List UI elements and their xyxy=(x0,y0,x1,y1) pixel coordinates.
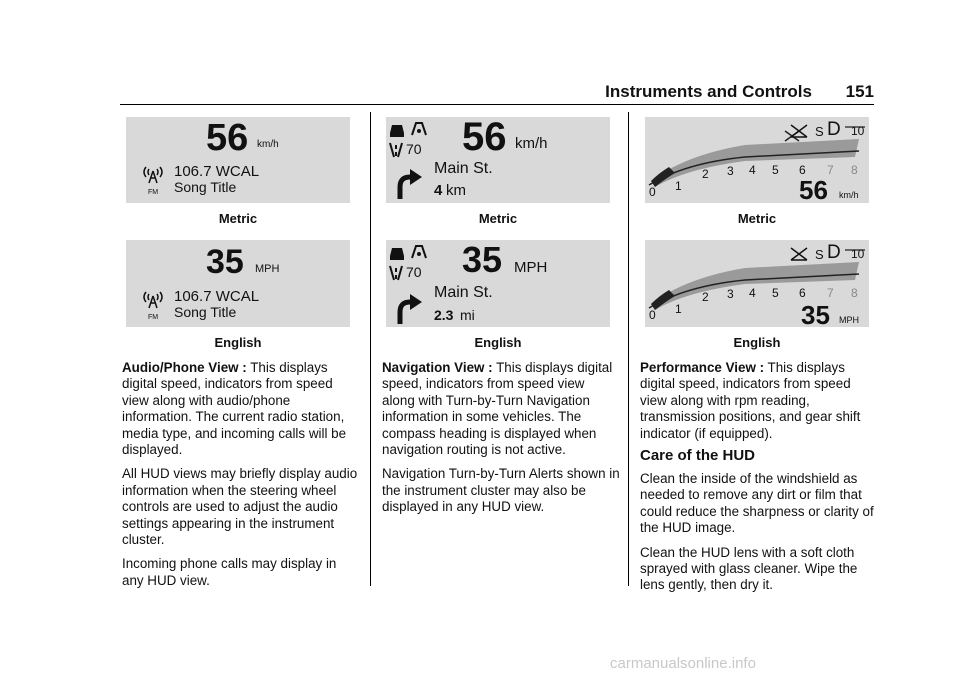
rpm-tick: 7 xyxy=(827,286,834,300)
paragraph: Clean the inside of the windshield as needed to remove any dirt or film that could reduce the sharpness or clarity of the HUD image. xyxy=(640,471,874,536)
speed-unit: km/h xyxy=(515,135,548,152)
speed-unit: MPH xyxy=(255,263,280,275)
turn-right-arrow-icon xyxy=(394,290,424,327)
distance-unit: km xyxy=(446,182,466,199)
hud-performance-panel-english xyxy=(645,240,869,327)
speed-readout: 56 xyxy=(206,117,249,159)
paragraph: Navigation Turn-by-Turn Alerts shown in the instrument cluster may also be displayed in any HUD view. xyxy=(382,466,620,515)
lane-speed-icon xyxy=(388,264,404,287)
term: Performance View : xyxy=(640,360,765,375)
column-1-text xyxy=(122,360,360,597)
section-heading: Care of the HUD xyxy=(640,447,756,464)
rpm-tick: 8 xyxy=(851,286,858,300)
distance-unit: mi xyxy=(460,307,475,323)
hud-audio-panel-english xyxy=(126,240,350,327)
speed-unit: MPH xyxy=(514,259,548,276)
column-rule xyxy=(628,112,629,586)
turn-right-arrow-icon xyxy=(394,165,424,203)
rpm-tick: 0 xyxy=(649,185,656,199)
lane-speed-value: 70 xyxy=(406,141,422,157)
figure-caption: English xyxy=(474,335,522,350)
shift-indicator-icon xyxy=(789,123,809,144)
speed-readout: 35 xyxy=(801,300,830,327)
header-rule xyxy=(120,104,874,105)
rpm-tick: 6 xyxy=(799,286,806,300)
term: Navigation View : xyxy=(382,360,493,375)
street-name: Main St. xyxy=(434,284,493,301)
rpm-tick: 1 xyxy=(675,179,682,193)
speed-readout: 56 xyxy=(462,117,507,159)
speed-unit: MPH xyxy=(839,315,859,325)
term: Audio/Phone View : xyxy=(122,360,247,375)
paragraph xyxy=(122,360,360,458)
column-3-text xyxy=(640,360,880,450)
hud-nav-panel-english xyxy=(386,240,610,327)
rpm-tick: 5 xyxy=(772,286,779,300)
speed-unit: km/h xyxy=(257,139,279,150)
paragraph xyxy=(640,360,880,442)
max-gear: 10 xyxy=(851,124,865,138)
paragraph: Incoming phone calls may display in any HUD view. xyxy=(122,556,337,588)
rpm-tick: 6 xyxy=(799,163,806,177)
rpm-tick: 1 xyxy=(675,302,682,316)
rpm-tick: 0 xyxy=(649,308,656,322)
rpm-tick: 4 xyxy=(749,163,756,177)
term-description: This displays digital speed, indicators from speed view along with rpm reading, transmission positions, and gear shift indicator (if equipped). xyxy=(640,360,861,441)
paragraph: Clean the HUD lens with a soft cloth sprayed with glass cleaner. Wipe the lens gently, then dry it. xyxy=(640,544,858,593)
paragraph xyxy=(382,360,620,458)
distance-value: 4 xyxy=(434,182,443,199)
speed-unit: km/h xyxy=(839,190,859,200)
section-title: Instruments and Controls xyxy=(605,82,812,101)
rpm-tick: 4 xyxy=(749,286,756,300)
station-name: 106.7 WCAL xyxy=(174,163,260,180)
rpm-tick: 2 xyxy=(702,167,709,181)
column-2-text xyxy=(382,360,620,524)
rpm-tick: 3 xyxy=(727,287,734,301)
speed-readout: 35 xyxy=(206,243,244,281)
hud-performance-panel-metric xyxy=(645,117,869,203)
lane-speed-icon xyxy=(388,141,404,164)
page-number: 151 xyxy=(845,82,874,101)
lane-speed-value: 70 xyxy=(406,264,422,280)
gear-mode-prefix: S xyxy=(815,124,824,139)
gear-position: D xyxy=(827,242,841,263)
rpm-tick: 5 xyxy=(772,163,779,177)
term-description: This displays digital speed, indicators from speed view along with Turn-by-Turn Navigation information in some vehicles. The compass heading is displayed when navigation routing is not active. xyxy=(382,360,613,458)
rpm-tick: 7 xyxy=(827,163,834,177)
song-title: Song Title xyxy=(174,304,237,320)
gear-position: D xyxy=(827,119,841,140)
rpm-tick: 8 xyxy=(851,163,858,177)
distance-value: 2.3 xyxy=(434,307,454,323)
watermark: carmanualsonline.info xyxy=(610,655,756,672)
column-rule xyxy=(370,112,371,586)
figure-caption: Metric xyxy=(218,211,258,226)
speed-readout: 35 xyxy=(462,240,503,280)
rpm-tick: 2 xyxy=(702,290,709,304)
figure-caption: English xyxy=(214,335,262,350)
street-name: Main St. xyxy=(434,160,493,177)
figure-caption: English xyxy=(733,335,781,350)
rpm-tick: 3 xyxy=(727,164,734,178)
max-gear: 10 xyxy=(851,247,865,261)
band-label: FM xyxy=(148,189,159,196)
term-description: This displays digital speed, indicators from speed view along with audio/phone information. The current radio station, media type, and incoming calls will be displayed. xyxy=(122,360,347,458)
shift-indicator-icon xyxy=(789,246,809,267)
figure-caption: Metric xyxy=(737,211,777,226)
hud-audio-panel-metric xyxy=(126,117,350,203)
figure-caption: Metric xyxy=(478,211,518,226)
radio-antenna-icon xyxy=(140,163,166,192)
paragraph: All HUD views may briefly display audio information when the steering wheel controls are used to adjust the audio settings appearing in the instrument cluster. xyxy=(122,466,358,548)
hud-nav-panel-metric xyxy=(386,117,610,203)
speed-readout: 56 xyxy=(799,175,828,203)
gear-mode-prefix: S xyxy=(815,247,824,262)
band-label: FM xyxy=(148,314,159,321)
station-name: 106.7 WCAL xyxy=(174,288,260,305)
song-title: Song Title xyxy=(174,179,237,195)
radio-antenna-icon xyxy=(140,288,166,317)
column-3-care-text xyxy=(640,471,880,602)
